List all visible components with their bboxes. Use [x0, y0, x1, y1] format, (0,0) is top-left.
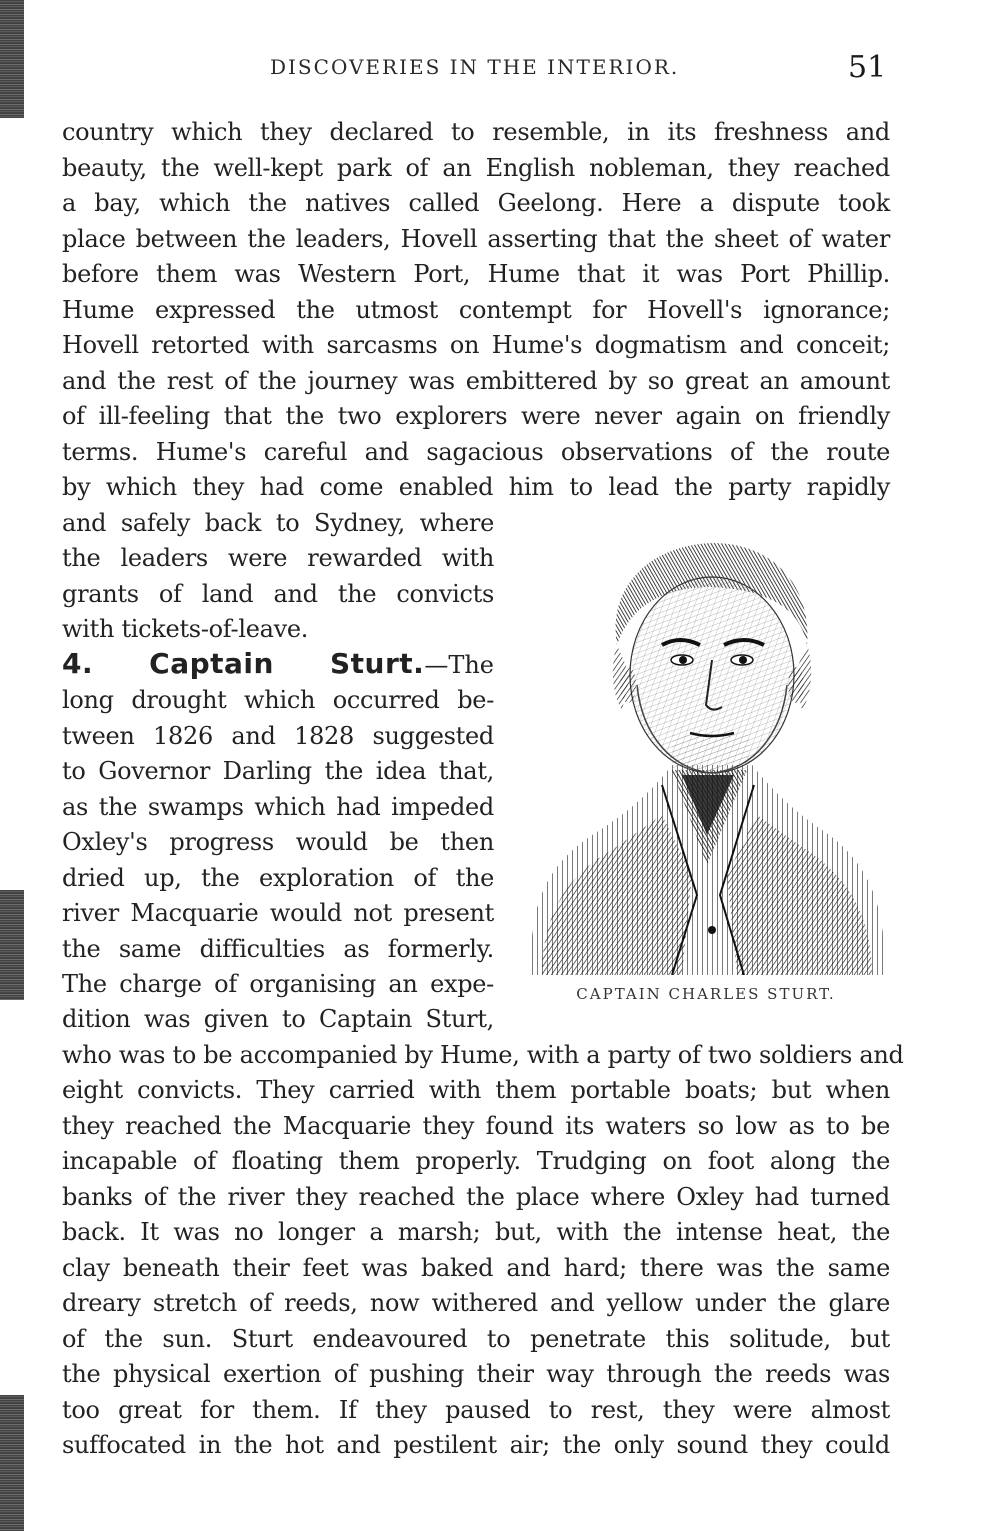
text-line: country which they declared to resemble, in its freshness and — [62, 118, 890, 146]
text-line: the leaders were rewarded with — [62, 544, 494, 572]
text-line: Hovell retorted with sarcasms on Hume's dogmatism and conceit; — [62, 331, 890, 359]
page-number: 51 — [848, 50, 887, 85]
text-line: too great for them. If they paused to rest, they were almost — [62, 1396, 890, 1424]
section-heading-line — [62, 645, 494, 683]
text-line: tween 1826 and 1828 suggested — [62, 722, 494, 750]
text-line: The charge of organising an expe- — [62, 970, 494, 998]
text-line: with tickets-of-leave. — [62, 615, 309, 643]
text-line: of the sun. Sturt endeavoured to penetrate this solitude, but — [62, 1325, 890, 1353]
scan-edge-mark-top — [0, 0, 24, 118]
text-line: place between the leaders, Hovell asserting that the sheet of water — [62, 225, 890, 253]
text-line: back. It was no longer a marsh; but, with the intense heat, the — [62, 1218, 890, 1246]
text-line: dition was given to Captain Sturt, — [62, 1005, 494, 1033]
text-line: as the swamps which had impeded — [62, 793, 494, 821]
text-line: Oxley's progress would be then — [62, 828, 494, 856]
text-line: by which they had come enabled him to lead the party rapidly — [62, 473, 890, 501]
section-heading: 4. Captain Sturt. — [62, 647, 425, 680]
text-line: who was to be accompanied by Hume, with a party of two soldiers and — [62, 1041, 904, 1069]
text-line: clay beneath their feet was baked and hard; there was the same — [62, 1254, 890, 1282]
text-line: the same difficulties as formerly. — [62, 935, 494, 963]
text-line: and the rest of the journey was embittered by so great an amount — [62, 367, 890, 395]
portrait-caption: CAPTAIN CHARLES STURT. — [576, 985, 836, 1003]
text-line: dreary stretch of reeds, now withered and yellow under the glare — [62, 1289, 890, 1317]
scan-edge-mark-middle — [0, 890, 24, 1000]
text-line: the physical exertion of pushing their way through the reeds was — [62, 1360, 890, 1388]
text-line: of ill-feeling that the two explorers were never again on friendly — [62, 402, 890, 430]
scan-edge-mark-bottom — [0, 1395, 24, 1531]
text-line: grants of land and the convicts — [62, 580, 494, 608]
text-line: river Macquarie would not present — [62, 899, 494, 927]
text-line: a bay, which the natives called Geelong. Here a dispute took — [62, 189, 890, 217]
text-line: banks of the river they reached the place where Oxley had turned — [62, 1183, 890, 1211]
text-line: dried up, the exploration of the — [62, 864, 494, 892]
text-line: Hume expressed the utmost contempt for Hovell's ignorance; — [62, 296, 890, 324]
text-line: beauty, the well-kept park of an English nobleman, they reached — [62, 154, 890, 182]
running-header: DISCOVERIES IN THE INTERIOR. — [270, 55, 680, 79]
text-line: incapable of floating them properly. Trudging on foot along the — [62, 1147, 890, 1175]
text-line: before them was Western Port, Hume that it was Port Phillip. — [62, 260, 890, 288]
text-line: eight convicts. They carried with them portable boats; but when — [62, 1076, 890, 1104]
text-line: to Governor Darling the idea that, — [62, 757, 494, 785]
section-heading-tail: —The — [424, 651, 494, 679]
text-line: and safely back to Sydney, where — [62, 509, 494, 537]
text-line: suffocated in the hot and pestilent air; the only sound they could — [62, 1431, 890, 1459]
text-line: they reached the Macquarie they found its waters so low as to be — [62, 1112, 890, 1140]
text-line: long drought which occurred be- — [62, 686, 494, 714]
portrait-engraving — [522, 535, 890, 975]
text-line: terms. Hume's careful and sagacious observations of the route — [62, 438, 890, 466]
